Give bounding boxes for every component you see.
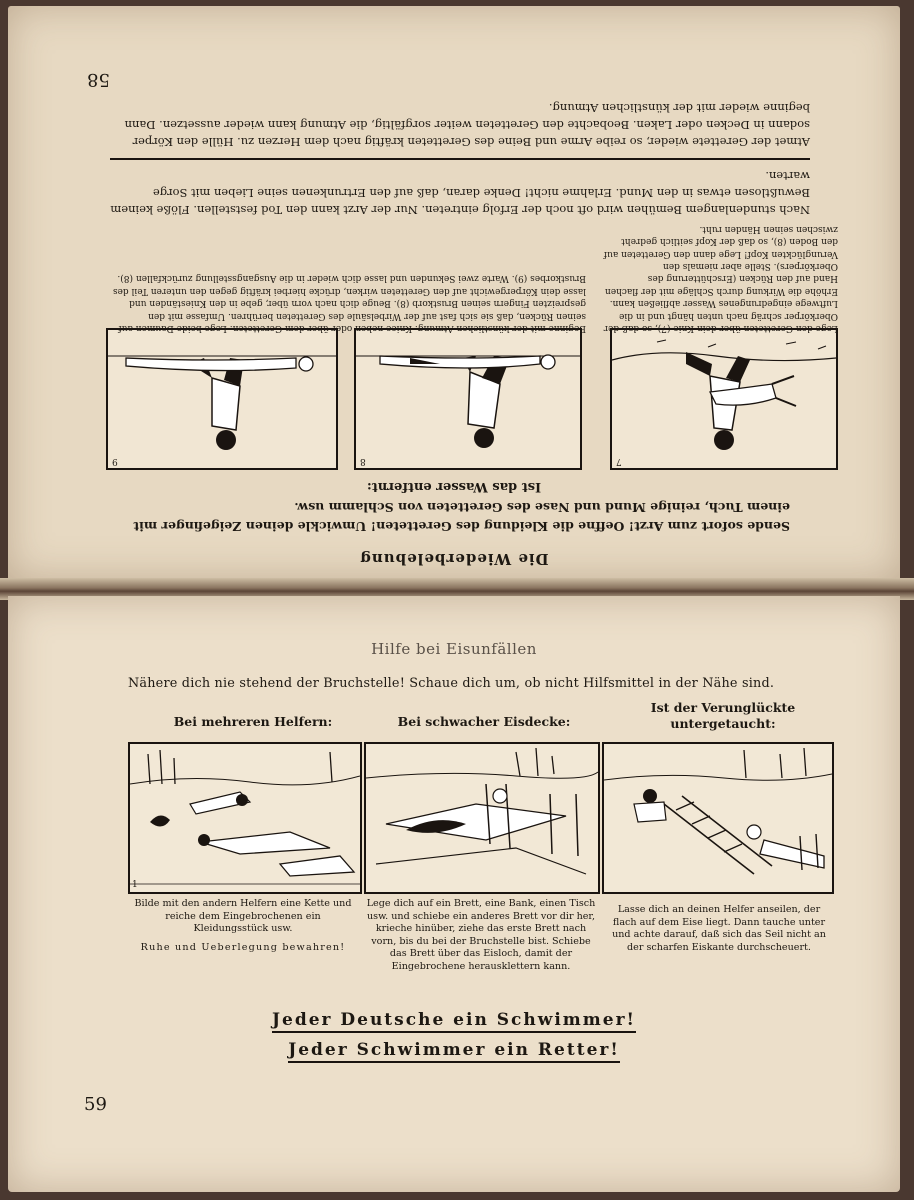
caption-2: Lege dich auf ein Brett, eine Bank, einen Tisch usw. und schiebe ein anderes Brett vor dir her, krieche hinüber, ziehe das erste Brett nach vorn, bis du bei der Bruchstelle bist. Schiebe das Brett über das Eisloch, damit der Eingebrochene herausklettern kann. [366, 898, 596, 972]
motto-1 [8, 1010, 900, 1030]
figure-8-illustration [356, 330, 580, 468]
ice-figure-2 [364, 742, 600, 894]
page-59 [8, 596, 900, 1192]
figure-number: 1 [132, 880, 138, 890]
rotated-page-content [8, 6, 900, 580]
motto-2 [8, 1040, 900, 1060]
column-right: Beginne mit der künstlichen Atmung. Kniee neben oder über dem Geretteten. Lege beide Daumen auf seinen Rücken, daß sie sich fast auf der Wirbelsäule des Geretteten berühren. Umfasse mit den gespreizten Fingern seinen Brustkorb (8). Beuge dich nach vorn über, gebe in den Knieständen und lasse dein Körpergewicht auf den Geretteten wirken, drücke hierbei kräftig gegen den unteren Teil des Brustkorbes (9). Warte zwei Sekunden und lasse dich wieder in die Ausgangsstellung zurückfallen (8). [112, 273, 586, 333]
figure-9 [106, 328, 338, 470]
figure-number: 8 [360, 456, 366, 466]
paragraph-2: Atmet der Gerettete wieder, so reibe Arme und Beine des Geretteten kräftig nach dem Herzen zu. Hülle den Körper sodann in Decken oder Laken. Beobachte den Geretteten weiter sorgfältig, die Atmung kann wieder aussetzen. Dann beginne wieder mit der künstlichen Atmung. [124, 101, 810, 149]
figure-number: 9 [112, 456, 118, 466]
note-1: Ruhe und Ueberlegung bewahren! [140, 942, 346, 953]
column-heading-3: Ist der Verunglückte untergetaucht: [650, 700, 796, 731]
figure-9-illustration [108, 330, 336, 468]
figure-number: 7 [616, 456, 622, 466]
divider [110, 158, 810, 160]
page-number: 58 [87, 69, 110, 90]
paragraph-1: Nach stundenlangem Bemühen wird oft noch der Erfolg eintreten. Nur der Arzt kann den Tod feststellen. Flöße keinem Bewußtlosen etwas in den Mund. Erlahme nicht! Denke daran, daß auf den Ertrunkenen seine Lieben mit Sorge warten. [110, 169, 810, 217]
figure-7 [610, 328, 838, 470]
page-58 [8, 6, 900, 580]
figure-8 [354, 328, 582, 470]
page-number: 59 [84, 1094, 107, 1115]
ice-figure-1 [128, 742, 362, 894]
column-heading-2: Bei schwacher Eisdecke: [397, 714, 571, 729]
ice-figure-3 [602, 742, 834, 894]
ice-figure-3-illustration [604, 744, 832, 892]
column-left: Lege den Geretteten über dein Knie (7), so daß der Oberkörper schräg nach unten hängt und in die Luftwege eingedrungenes Wasser abfließen kann. Erhöhe die Wirkung durch Schläge mit der flachen Hand auf den Rücken (Erschütterung des Oberkörpers). Stelle aber niemals den Verunglückten Kopf! Lege dann den Geretteten auf den Boden (8), so daß der Kopf seitlich gedreht zwischen seinen Händen ruht. [603, 223, 838, 333]
intro-text: Nähere dich nie stehend der Bruchstelle! Schaue dich um, ob nicht Hilfsmittel in der Nähe sind. [128, 676, 775, 691]
section-title: Die Wiederbelebung [359, 550, 549, 568]
caption-1: Bilde mit den andern Helfern eine Kette und reiche dem Eingebrochenen ein Kleidungsstück usw. [134, 898, 352, 935]
intro-text: Sende sofort zum Arzt! Oeffne die Kleidung des Geretteten! Umwickle deinen Zeigefinger mit einem Tuch, reinige Mund und Nase des Geretteten von Schlamm usw. [133, 500, 790, 534]
ice-figure-2-illustration [366, 744, 598, 892]
column-heading-1: Bei mehreren Helfern: [173, 714, 333, 729]
motto-2-text: Jeder Schwimmer ein Retter! [288, 1040, 620, 1063]
figure-7-illustration [612, 330, 836, 468]
section-title: Hilfe bei Eisunfällen [371, 640, 537, 658]
motto-1-text: Jeder Deutsche ein Schwimmer! [272, 1010, 636, 1033]
ice-figure-1-illustration [130, 744, 360, 892]
water-heading: Ist das Wasser entfernt: [366, 479, 542, 494]
caption-3: Lasse dich an deinen Helfer anseilen, der flach auf dem Eise liegt. Dann tauche unter und achte darauf, daß sich das Seil nicht an der scharfen Eiskante durchscheuert. [612, 904, 826, 953]
